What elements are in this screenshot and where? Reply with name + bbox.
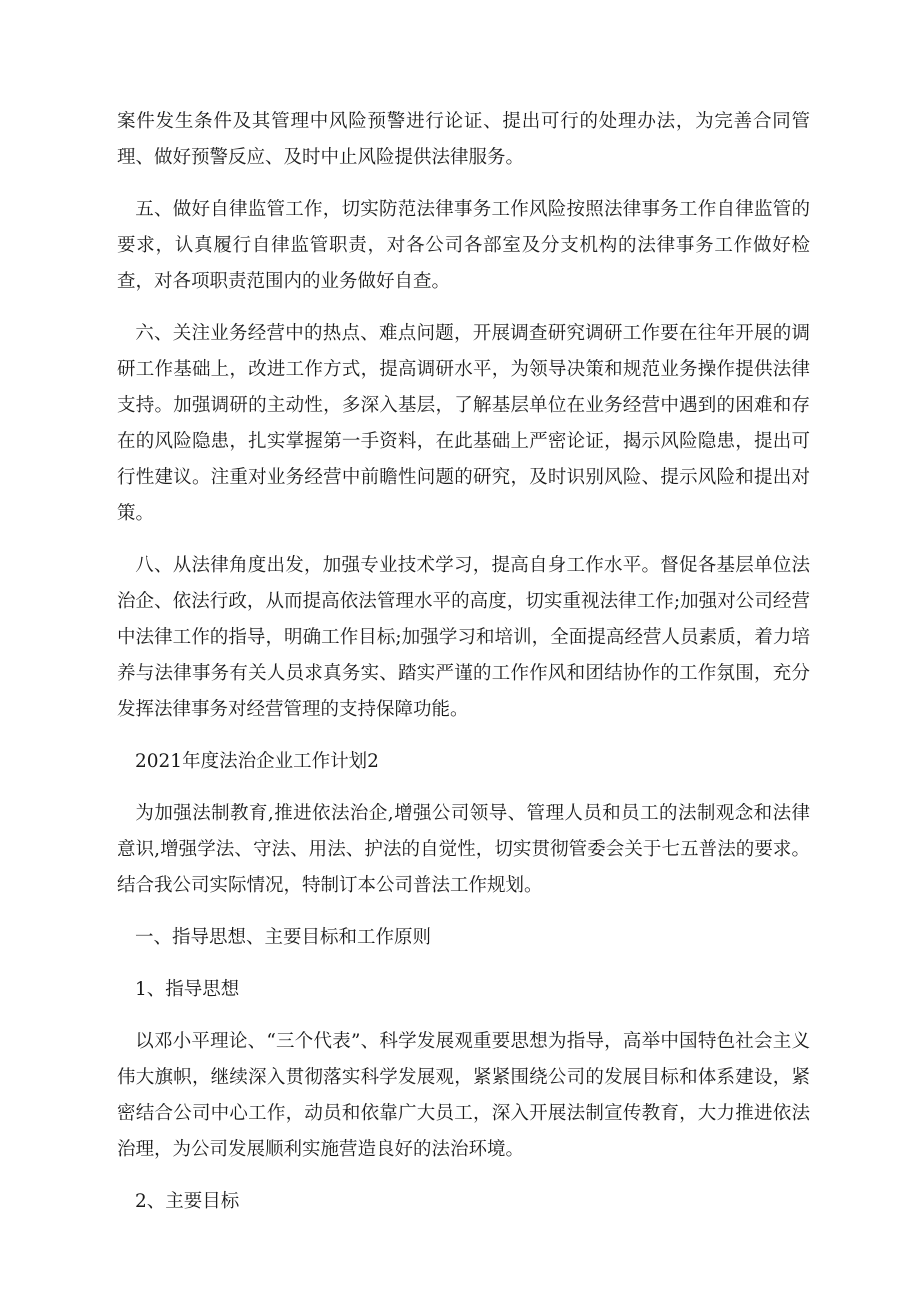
- paragraph-text: 以邓小平理论、“三个代表”、科学发展观重要思想为指导，高举中国特色社会主义伟大旗帜，继续深入贯彻落实科学发展观，紧紧围绕公司的发展目标和体系建设，紧密结合公司中心工作，动员和依靠广大员工，深入开展法制宣传教育，大力推进依法治理，为公司发展顺利实施营造良好的法治环境。: [117, 1031, 810, 1160]
- paragraph-text: 六、关注业务经营中的热点、难点问题，开展调查研究调研工作要在往年开展的调研工作基础上，改进工作方式，提高调研水平，为领导决策和规范业务操作提供法律支持。加强调研的主动性，多深入基层，了解基层单位在业务经营中遇到的困难和存在的风险隐患，扎实掌握第一手资料，在此基础上严密论证，揭示风险隐患，提出可行性建议。注重对业务经营中前瞻性问题的研究，及时识别风险、提示风险和提出对策。: [117, 323, 810, 524]
- heading-text: 一、指导思想、主要目标和工作原则: [135, 927, 432, 948]
- paragraph-ideology: [117, 1024, 810, 1168]
- paragraph-self-regulation: [117, 192, 810, 300]
- paragraph-case-conditions: 案件发生条件及其管理中风险预警进行论证、提出可行的处理办法，为完善合同管理、做好预警反应、及时中止风险提供法律服务。: [117, 111, 810, 168]
- heading-text: 1、指导思想: [135, 979, 240, 1000]
- paragraph-legal-perspective: [117, 548, 810, 728]
- section-title-text: 2021年度法治企业工作计划2: [135, 751, 379, 772]
- paragraph-text: 八、从法律角度出发，加强专业技术学习，提高自身工作水平。督促各基层单位法治企、依法行政，从而提高依法管理水平的高度，切实重视法律工作;加强对公司经营中法律工作的指导，明确工作目标;加强学习和培训，全面提高经营人员素质，着力培养与法律事务有关人员求真务实、踏实严谨的工作作风和团结协作的工作氛围，充分发挥法律事务对经营管理的支持保障功能。: [117, 555, 810, 720]
- heading-guiding-principles: [117, 920, 810, 956]
- paragraph-intro: [117, 796, 810, 904]
- heading-guiding-ideology: [117, 972, 810, 1008]
- section-title-plan-2: [117, 744, 810, 780]
- paragraph-text: 五、做好自律监管工作，切实防范法律事务工作风险按照法律事务工作自律监管的要求，认真履行自律监管职责，对各公司各部室及分支机构的法律事务工作做好检查，对各项职责范围内的业务做好自查。: [117, 199, 810, 292]
- heading-text: 2、主要目标: [135, 1191, 240, 1212]
- heading-main-goals: [117, 1184, 810, 1220]
- paragraph-text: 为加强法制教育,推进依法治企,增强公司领导、管理人员和员工的法制观念和法律意识,增强学法、守法、用法、护法的自觉性，切实贯彻管委会关于七五普法的要求。结合我公司实际情况，特制订本公司普法工作规划。: [117, 803, 810, 896]
- paragraph-research: [117, 316, 810, 532]
